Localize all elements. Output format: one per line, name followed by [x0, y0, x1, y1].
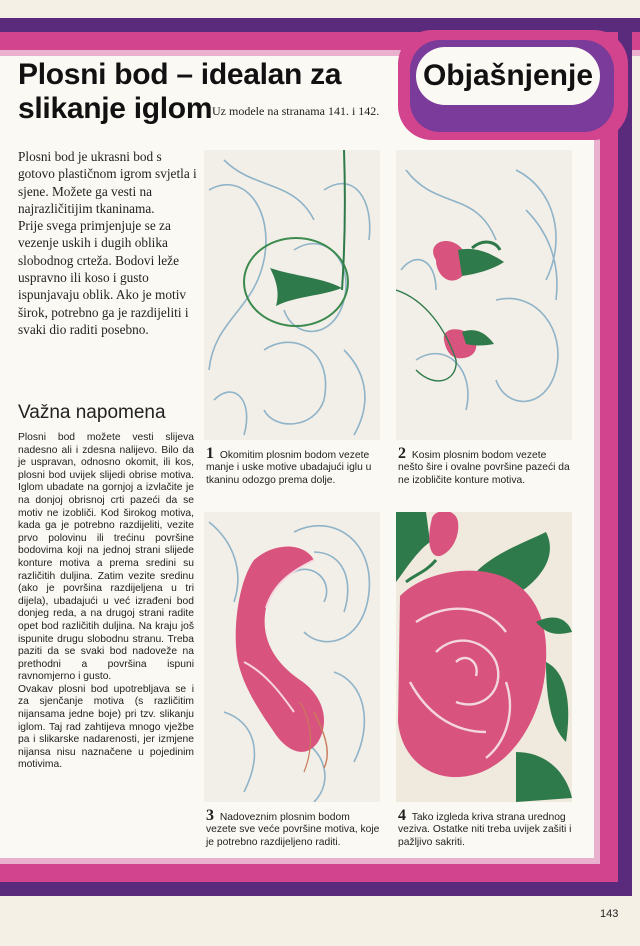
intro-paragraph-2: Prije svega primjenjuje se za vezenje uskih i dugih oblika slobodnog crteža. Bodovi leže uspravno ili koso i gusto ispunjavaju oblik. Ako je motiv širok, potrebno ga je razdijeliti i svaki dio raditi posebno.	[18, 218, 189, 337]
caption-step-4	[398, 807, 572, 849]
photo-step-3-image	[204, 512, 380, 802]
photo-step-1-image	[204, 150, 380, 440]
page-title-line2: slikanje iglom	[18, 92, 213, 125]
section-heading: Važna napomena	[18, 402, 166, 423]
caption-text: Kosim plosnim bodom vezete nešto šire i ovalne površine pazeći da ne izobličite konture motiva.	[398, 450, 570, 486]
photo-step-2	[396, 150, 572, 440]
page-title-line1: Plosni bod – idealan za	[18, 58, 342, 91]
photo-step-1	[204, 150, 380, 440]
caption-step-1	[206, 445, 380, 487]
section-paragraph-2: Ovakav plosni bod upotrebljava se i za sjenčanje motiva (s različitim nijansama jedne boje) pri tzv. slikanju iglom. Taj rad zahtijeva mnogo vježbe pa i slikarske nadarenosti, jer izmjene nijansa nisu naznačene u pojedinim motivima.	[18, 683, 194, 771]
photo-step-4	[396, 512, 572, 802]
caption-number: 3	[206, 807, 214, 824]
section-body	[18, 432, 194, 772]
photo-step-2-image	[396, 150, 572, 440]
caption-text: Tako izgleda kriva strana urednog veziva. Ostatke niti treba uvijek zašiti i pažljivo sakriti.	[398, 812, 572, 848]
section-badge: Objašnjenje	[416, 47, 600, 105]
intro-paragraph-1: Plosni bod je ukrasni bod s gotovo plastičnom igrom svjetla i sjene. Možete ga vesti na najrazličitijim tkaninama.	[18, 149, 197, 216]
section-paragraph-1: Plosni bod možete vesti slijeva nadesno ali i zdesna nalijevo. Bilo da je uspravan, odnosno okomit, ili kos, plosni bod uvijek slijedi obrise motiva. Iglom ubadate na gornjoj a izvlačite je na donjoj obrisnoj crti pazeći da se motiv ne izobliči. Kod širokog motiva, kada ga je potrebno razdijeliti, vezite prvo polovinu ili trećinu površine bodovima koji na jednoj strani slijede konture motiva a prema sredini su različitih duljina. Zatim vezite sredinu (ako je površina razdijeljena u tri dijela), ubadajući u već izrađeni bod donjeg reda, a na drugoj strani radite opet bod različitih duljina. Na kraju još ispunite drugu slobodnu stranu. Treba paziti da se svaki bod nadoveže na prethodni a površina ispuni ravnomjerno i gusto.	[18, 432, 194, 683]
photo-step-3	[204, 512, 380, 802]
caption-number: 1	[206, 445, 214, 462]
caption-number: 4	[398, 807, 406, 824]
photo-step-4-image	[396, 512, 572, 802]
caption-step-2	[398, 445, 572, 487]
frame-band-bottom-pink	[0, 858, 600, 864]
frame-band-right-pink	[594, 50, 600, 876]
frame-band-bottom-magenta	[0, 864, 618, 882]
caption-text: Okomitim plosnim bodom vezete manje i uske motive ubadajući iglu u tkaninu odozgo prema dolje.	[206, 450, 372, 486]
frame-band-bottom-purple	[0, 882, 632, 896]
frame-band-right-magenta	[600, 32, 618, 882]
frame-band-right-purple	[618, 18, 632, 896]
caption-step-3	[206, 807, 380, 849]
page-number: 143	[600, 908, 619, 920]
intro-text	[18, 148, 200, 338]
caption-text: Nadoveznim plosnim bodom vezete sve veće površine motiva, koje je potrebno razdijeljeno raditi.	[206, 812, 380, 848]
page-subtitle: Uz modele na stranama 141. i 142.	[212, 104, 380, 118]
caption-number: 2	[398, 445, 406, 462]
